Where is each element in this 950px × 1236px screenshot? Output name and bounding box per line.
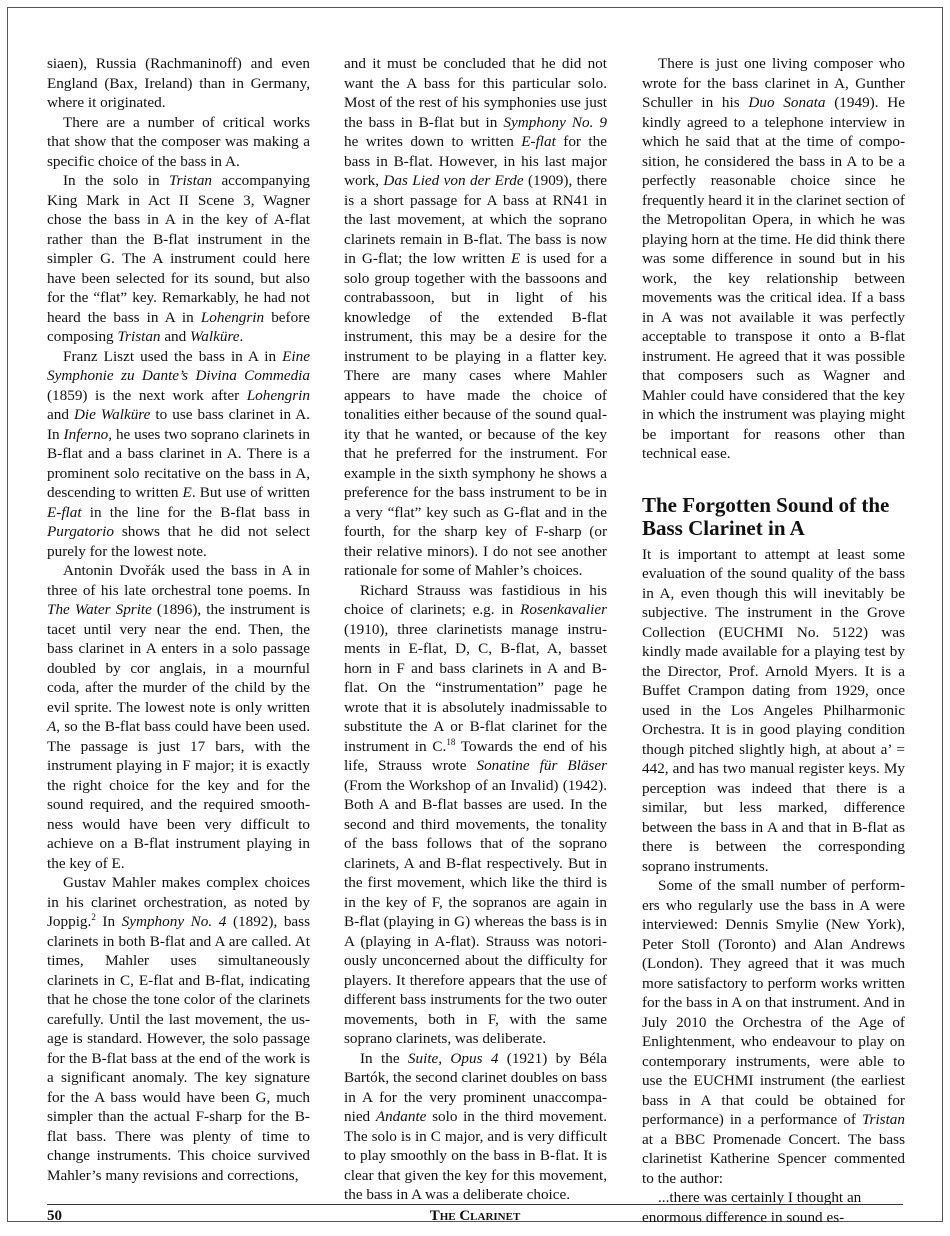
text: Some of the small number of performers who regularly use the bass in A were interviewed: Dennis Smylie (New York), Peter Stoll (Toronto) and Alan Andrews (London). They agreed that it was much more satisfactory to perform works written for the bass in A on that instrument. And in July 2010 the Orchestra of the Age of Enlightenment, who endeavour to play on contemporary instruments, were able to use the EUCHMI instrument (the earliest bass in A that could be obtained for performance) in a performance of <box>642 877 905 1128</box>
work-title: Inferno <box>63 425 109 443</box>
work-title: Purgatorio <box>47 523 114 540</box>
work-title: Die Walküre <box>73 406 151 423</box>
text: (From the Workshop of an Invalid) (1942). Both A and B-flat basses are used. In the second and third movements, the tonality of the bass follows that of the soprano clarinets, A and B-flat respectively. But in the first movement, which like the third is in the key of F, the sopranos are again in B-flat (playing in G) whereas the bass is in A (playing in A-flat). Strauss was notoriously unconcerned about the difficulty for players. It therefore appears that the use of different bass instruments for the two outer movements, both in F, with the same soprano clarinets, was deliberate. <box>344 776 607 1047</box>
note-name: E <box>511 250 521 267</box>
work-title: Das Lied von der Erde <box>383 172 524 189</box>
work-title: Duo Sonata <box>748 94 826 111</box>
text: Antonin Dvořák used the bass in A in three of his late orchestral tone poems. In <box>47 562 310 599</box>
text: (1921) by Béla Bartók, the second clarinet doubles on bass in A for the very prominent unaccompanied <box>344 1049 607 1125</box>
text: , he uses two soprano clarinets in B-flat and a bass clarinet in A. There is a prominent solo recitative on the bass in A, descending to written <box>47 425 310 501</box>
paragraph <box>47 113 310 172</box>
text: , so the B-flat bass could have been used. The passage is just 17 bars, with the instrument playing in F major; it is exactly the right choice for the key and for the sound required, and the required smoothness would have been very difficult to achieve on a B-flat instrument playing in the key of E. <box>47 718 310 872</box>
magazine-page <box>7 7 943 1226</box>
work-title: Rosenkavalier <box>520 601 607 618</box>
note-name: E <box>182 484 192 501</box>
text: before composing <box>47 308 310 345</box>
paragraph <box>47 171 310 347</box>
work-title: Tristan <box>168 172 213 189</box>
text: (1896), the instrument is tacet until very near the end. Then, the bass clarinet in A enters in a solo passage doubled by cor anglais, in a mournful coda, after the murder of the child by the evil sprite. The lowest note is only written <box>47 601 310 716</box>
text: There are a number of critical works that show that the composer was making a specific choice of the bass in A. <box>47 113 310 170</box>
text: solo in the third movement. The solo is in C major, and is very difficult to play smoothly on the bass in B-flat. It is clear that given the key for this movement, the bass in A was a deliberate choice. <box>344 1108 607 1203</box>
work-title: Tristan <box>117 328 161 345</box>
paragraph <box>344 54 607 581</box>
text: Gustav Mahler makes complex choices in his clarinet orchestration, as noted by Joppig. <box>47 874 310 930</box>
page-number: 50 <box>47 1208 62 1224</box>
text: In the solo in <box>63 172 169 189</box>
work-title: Lohengrin <box>246 386 310 404</box>
work-title: Tristan <box>861 1111 905 1128</box>
note-name: A <box>47 718 57 735</box>
work-title: The Water Sprite <box>47 601 152 618</box>
text: (1909), there is a short passage for A bass at RN41 in the last movement, at which the soprano clarinets remain in B-flat. The bass is now in G-flat; the low written <box>344 172 607 267</box>
text: Towards the end of his life, Strauss wrote <box>344 737 607 774</box>
paragraph <box>344 1049 607 1205</box>
note-name: E-flat <box>521 133 556 150</box>
paragraph <box>642 54 905 464</box>
text: In the <box>360 1049 408 1067</box>
text: in the line for the B-flat bass in <box>81 503 310 521</box>
text: (1949). He kindly agreed to a telephone interview in which he said that at the time of composition, he considered the bass in A to be a perfectly reasonable choice since he frequently heard it in the clarinet section of the Metropolitan Opera, in which he was playing horn at the time. He did think there was some difference in sound but in his work, the key relationship between movements was the critical idea. If a bass in A was not available it was perfectly acceptable to transpose it onto a B-flat instrument. He agreed that it was possible that composers such as Wagner and Mahler could have considered that the key in which the instrument was playing might be important for reasons other than technical ease. <box>642 94 905 462</box>
text: to use bass clarinet in A. In <box>47 406 310 443</box>
text: . <box>239 328 244 345</box>
paragraph <box>344 581 607 1049</box>
text: at a BBC Promenade Concert. The bass clarinetist Katherine Spencer commented to the author: <box>642 1130 905 1187</box>
text: siaen), Russia (Rachmaninoff) and even England (Bax, Ireland) than in Germany, where it originated. <box>47 55 310 111</box>
footnote-ref: 2 <box>91 911 96 922</box>
paragraph <box>642 545 905 877</box>
work-title: Andante <box>375 1108 427 1125</box>
block-quote: ...there was certainly I thought an enormous difference in sound es- <box>642 1189 862 1226</box>
work-title: Suite, Opus 4 <box>407 1049 499 1067</box>
text: is used for a solo group together with the bassoons and contrabassoon, but in light of his knowledge of the extended B-flat instrument, this may be a desire for the instrument to be playing in a flatter key. There are many cases where Mahler appears to have made the choice of tonalities either because of the sound quality that he wanted, or because of the key that he preferred for the instrument. For example in the sixth symphony he shows a preference for the bass instrument to be in a very “flat” key such as G-flat and in the fourth, for the sharp key of F-sharp (or their relative minors). I do not see another rationale for some of Mahler’s choices. <box>344 250 608 579</box>
text-column-3 <box>642 54 905 1227</box>
text: for the bass in B-flat. However, in his last major work, <box>344 133 607 189</box>
section-heading: The Forgotten Sound of the Bass Clarinet in A <box>642 492 890 540</box>
text-column-1 <box>47 54 310 1185</box>
paragraph <box>47 54 310 113</box>
work-title: Symphony No. 4 <box>121 913 227 930</box>
work-title: Symphony No. 9 <box>503 113 607 131</box>
text: and <box>160 328 191 345</box>
text: (1910), three clarinetists manage instruments in E-flat, D, C, B-flat, A, basset horn in F and bass clarinets in A and B-flat. On the “instrumentation” page he wrote that it is absolutely inadmissable to substitute the A or B-flat clarinet for the instrument in C. <box>344 620 607 755</box>
work-title: Lohengrin <box>200 308 265 326</box>
paragraph <box>47 561 310 873</box>
paragraph <box>47 347 310 562</box>
text: (1859) is the next work after <box>47 386 247 404</box>
text: (1892), bass clarinets in both B-flat and A are called. At times, Mahler uses simultaneously clarinets in C, E-flat and B-flat, indicating that he chose the tone color of the clarinets carefully. Until the last movement, the usage is standard. However, the solo passage for the B-flat bass at the end of the work is a significant anomaly. The key signature for the A bass would have been G, much simpler than the actual F-sharp for the B-flat bass. There was plenty of time to change instruments. This choice survived Mahler’s many revisions and corrections, <box>47 913 310 1184</box>
paragraph <box>642 876 905 1188</box>
footnote-ref: 18 <box>446 736 456 747</box>
paragraph <box>47 873 310 1185</box>
footer-rule <box>47 1204 903 1205</box>
note-name: E-flat <box>47 503 82 521</box>
work-title: Sonatine für Bläser <box>476 757 607 774</box>
text: he writes down to written <box>344 133 522 150</box>
text: It is important to attempt at least some evaluation of the sound quality of the bass in A, even though this will inevitably be subjective. The instrument in the Grove Collection (EUCHMI No. 5122) was kindly made available for a playing test by the Director, Prof. Arnold Myers. It is a Buffet Crampon dating from 1929, once used in the Los Angeles Philharmonic Orchestra. It is in good playing condition though pitched slightly high, at about a’ = 442, and has two manual register keys. My perception was indeed that there is a similar, but less marked, difference between the bass in A and that in B-flat as there is between the corresponding soprano instruments. <box>642 545 905 875</box>
work-title: Walküre <box>190 328 240 345</box>
text: shows that he did not select purely for the lowest note. <box>47 523 310 560</box>
text: In <box>95 913 122 930</box>
text: Richard Strauss was fastidious in his choice of clarinets; e.g. in <box>344 581 607 618</box>
running-title: The Clarinet <box>429 1208 521 1224</box>
text: There is just one living composer who wrote for the bass clarinet in A, Gunther Schuller in his <box>642 55 905 111</box>
work-title: Eine Symphonie zu Dante’s Divina Commedia <box>47 347 310 384</box>
text: and it must be concluded that he did not want the A bass for this particular solo. Most of the rest of his symphonies use just the bass in B-flat but in <box>344 55 607 131</box>
text: . But use of written <box>191 484 311 501</box>
text-column-2 <box>344 54 607 1205</box>
text: and <box>47 406 74 423</box>
text: Franz Liszt used the bass in A in <box>63 347 283 365</box>
text: accompanying King Mark in Act II Scene 3, Wagner chose the bass in A in the key of A-flat rather than the B-flat instrument in the simpler G. The A instrument could here have been selected for its sound, but also for the “flat” key. Remarkably, he had not heard the bass in A in <box>47 172 310 326</box>
